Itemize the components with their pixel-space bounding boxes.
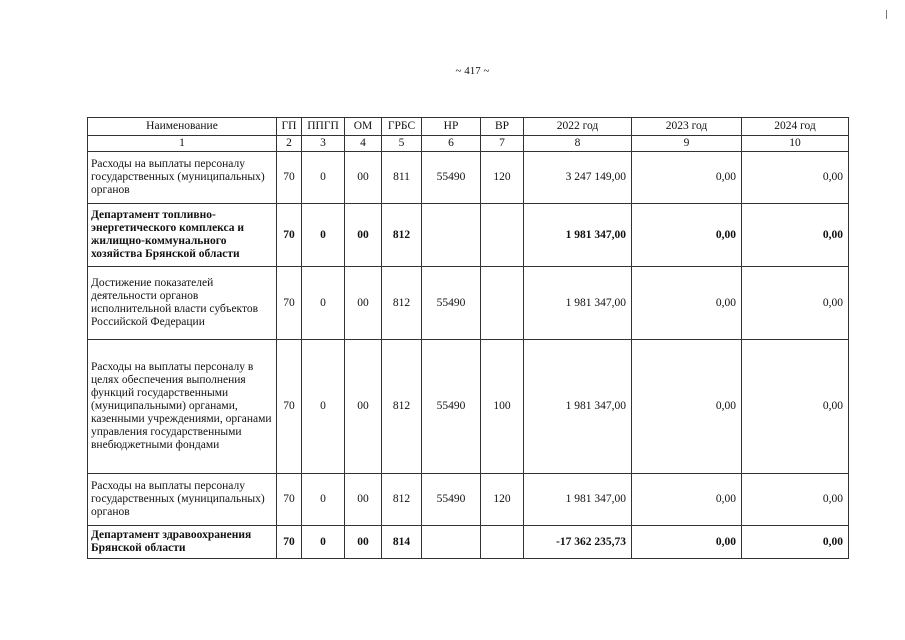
cell-ppgp: 0	[302, 152, 345, 204]
cell-nr: 55490	[422, 474, 481, 526]
cell-2022: -17 362 235,73	[524, 526, 632, 559]
cell-vr: 120	[481, 474, 524, 526]
column-number: 9	[632, 136, 742, 152]
header-year-2022: 2022 год	[524, 118, 632, 136]
column-number: 10	[742, 136, 849, 152]
row-name: Департамент здравоохранения Брянской области	[88, 526, 277, 559]
cell-2022: 1 981 347,00	[524, 340, 632, 474]
page-number: ~ 417 ~	[455, 65, 490, 77]
column-number-row	[88, 136, 849, 152]
cell-om: 00	[345, 526, 382, 559]
cell-2023: 0,00	[632, 526, 742, 559]
header-nr: НР	[422, 118, 481, 136]
cell-2023: 0,00	[632, 204, 742, 267]
row-name: Расходы на выплаты персоналу государственных (муниципальных) органов	[88, 152, 277, 204]
cell-gp: 70	[277, 340, 302, 474]
header-ppgp: ППГП	[302, 118, 345, 136]
table-header-row	[88, 118, 849, 136]
cell-2023: 0,00	[632, 474, 742, 526]
column-number: 6	[422, 136, 481, 152]
cell-2022: 3 247 149,00	[524, 152, 632, 204]
column-number: 5	[382, 136, 422, 152]
cell-ppgp: 0	[302, 526, 345, 559]
header-vr: ВР	[481, 118, 524, 136]
cell-vr	[481, 526, 524, 559]
cell-vr: 100	[481, 340, 524, 474]
cell-vr	[481, 267, 524, 340]
cell-ppgp: 0	[302, 340, 345, 474]
cell-nr	[422, 526, 481, 559]
cell-nr: 55490	[422, 152, 481, 204]
cell-ppgp: 0	[302, 474, 345, 526]
row-name: Департамент топливно-энергетического комплекса и жилищно-коммунального хозяйства Брянской области	[88, 204, 277, 267]
column-number: 7	[481, 136, 524, 152]
table-row	[88, 340, 849, 474]
column-number: 8	[524, 136, 632, 152]
cell-2023: 0,00	[632, 152, 742, 204]
cell-gp: 70	[277, 267, 302, 340]
cell-grbs: 811	[382, 152, 422, 204]
row-name: Расходы на выплаты персоналу в целях обеспечения выполнения функций государственными (муниципальными) органами, казенными учреждениями, органами управления государственными внебюджетными фондами	[88, 340, 277, 474]
cell-gp: 70	[277, 474, 302, 526]
column-number: 3	[302, 136, 345, 152]
cell-2024: 0,00	[742, 267, 849, 340]
cell-2023: 0,00	[632, 340, 742, 474]
table-row	[88, 474, 849, 526]
cell-2024: 0,00	[742, 204, 849, 267]
header-grbs: ГРБС	[382, 118, 422, 136]
cell-grbs: 812	[382, 204, 422, 267]
row-name: Достижение показателей деятельности органов исполнительной власти субъектов Российской Федерации	[88, 267, 277, 340]
cell-vr	[481, 204, 524, 267]
cell-2024: 0,00	[742, 526, 849, 559]
cell-om: 00	[345, 267, 382, 340]
cell-nr: 55490	[422, 267, 481, 340]
header-year-2023: 2023 год	[632, 118, 742, 136]
cell-2024: 0,00	[742, 474, 849, 526]
cell-2022: 1 981 347,00	[524, 204, 632, 267]
cell-2022: 1 981 347,00	[524, 267, 632, 340]
row-name: Расходы на выплаты персоналу государственных (муниципальных) органов	[88, 474, 277, 526]
cell-grbs: 812	[382, 340, 422, 474]
cell-vr: 120	[481, 152, 524, 204]
table-row	[88, 152, 849, 204]
cell-ppgp: 0	[302, 204, 345, 267]
cell-grbs: 812	[382, 474, 422, 526]
header-om: ОМ	[345, 118, 382, 136]
cell-nr: 55490	[422, 340, 481, 474]
cell-grbs: 812	[382, 267, 422, 340]
header-year-2024: 2024 год	[742, 118, 849, 136]
cell-2024: 0,00	[742, 340, 849, 474]
cell-2022: 1 981 347,00	[524, 474, 632, 526]
column-number: 2	[277, 136, 302, 152]
scan-edge-mark	[886, 10, 887, 19]
cell-om: 00	[345, 204, 382, 267]
cell-2023: 0,00	[632, 267, 742, 340]
cell-gp: 70	[277, 204, 302, 267]
header-gp: ГП	[277, 118, 302, 136]
budget-table	[87, 117, 849, 559]
cell-2024: 0,00	[742, 152, 849, 204]
cell-om: 00	[345, 152, 382, 204]
cell-ppgp: 0	[302, 267, 345, 340]
cell-gp: 70	[277, 526, 302, 559]
header-name: Наименование	[88, 118, 277, 136]
cell-grbs: 814	[382, 526, 422, 559]
table-row	[88, 526, 849, 559]
table-row	[88, 267, 849, 340]
cell-om: 00	[345, 474, 382, 526]
cell-nr	[422, 204, 481, 267]
table-row	[88, 204, 849, 267]
column-number: 4	[345, 136, 382, 152]
cell-om: 00	[345, 340, 382, 474]
cell-gp: 70	[277, 152, 302, 204]
column-number: 1	[88, 136, 277, 152]
